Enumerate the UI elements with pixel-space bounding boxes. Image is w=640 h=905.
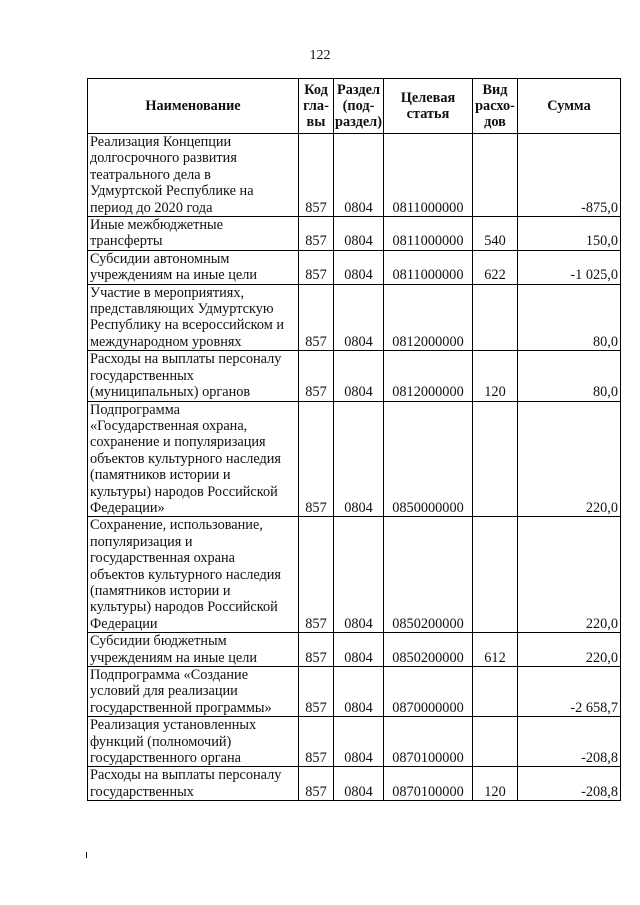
cell-name: Реализация Концепции долгосрочного развития театрального дела в Удмуртской Республике на период до 2020 года xyxy=(88,134,299,217)
header-code: Код гла- вы xyxy=(299,79,334,134)
cell-name: Иные межбюджетные трансферты xyxy=(88,217,299,251)
cell-article: 0850200000 xyxy=(384,633,473,667)
cell-kind xyxy=(473,401,518,517)
cell-article: 0812000000 xyxy=(384,284,473,351)
table-row xyxy=(88,401,621,517)
cell-code: 857 xyxy=(299,717,334,767)
cell-article: 0811000000 xyxy=(384,134,473,217)
cell-section: 0804 xyxy=(334,351,384,401)
cell-section: 0804 xyxy=(334,217,384,251)
cell-code: 857 xyxy=(299,767,334,801)
cell-sum: -208,8 xyxy=(518,767,621,801)
cell-name: Подпрограмма «Государственная охрана, сохранение и популяризация объектов культурного наследия (памятников истории и культуры) народов Российской Федерации» xyxy=(88,401,299,517)
table-row xyxy=(88,667,621,717)
cell-code: 857 xyxy=(299,217,334,251)
cell-kind xyxy=(473,517,518,633)
cell-code: 857 xyxy=(299,351,334,401)
cell-name: Подпрограмма «Создание условий для реализации государственной программы» xyxy=(88,667,299,717)
cell-kind: 120 xyxy=(473,351,518,401)
cell-kind xyxy=(473,284,518,351)
cell-section: 0804 xyxy=(334,633,384,667)
cell-code: 857 xyxy=(299,401,334,517)
cell-sum: -875,0 xyxy=(518,134,621,217)
cell-article: 0850000000 xyxy=(384,401,473,517)
cell-article: 0870000000 xyxy=(384,667,473,717)
cell-name: Расходы на выплаты персоналу государственных xyxy=(88,767,299,801)
cell-article: 0870100000 xyxy=(384,717,473,767)
cell-article: 0850200000 xyxy=(384,517,473,633)
table-row xyxy=(88,351,621,401)
table-header-row xyxy=(88,79,621,134)
cell-code: 857 xyxy=(299,250,334,284)
cell-kind: 540 xyxy=(473,217,518,251)
table-row xyxy=(88,134,621,217)
cell-sum: -1 025,0 xyxy=(518,250,621,284)
header-sum: Сумма xyxy=(518,79,621,134)
cell-name: Реализация установленных функций (полномочий) государственного органа xyxy=(88,717,299,767)
cell-sum: 80,0 xyxy=(518,284,621,351)
border-mark xyxy=(86,852,87,858)
cell-section: 0804 xyxy=(334,717,384,767)
cell-section: 0804 xyxy=(334,767,384,801)
cell-code: 857 xyxy=(299,517,334,633)
table-row xyxy=(88,767,621,801)
table-row xyxy=(88,717,621,767)
header-section: Раздел (под- раздел) xyxy=(334,79,384,134)
cell-name: Субсидии автономным учреждениям на иные цели xyxy=(88,250,299,284)
cell-kind xyxy=(473,717,518,767)
cell-article: 0811000000 xyxy=(384,250,473,284)
cell-sum: 80,0 xyxy=(518,351,621,401)
table-row xyxy=(88,633,621,667)
budget-table xyxy=(87,78,621,801)
cell-code: 857 xyxy=(299,633,334,667)
header-kind: Вид расхо- дов xyxy=(473,79,518,134)
cell-code: 857 xyxy=(299,667,334,717)
cell-sum: -2 658,7 xyxy=(518,667,621,717)
cell-name: Участие в мероприятиях, представляющих Удмуртскую Республику на всероссийском и международном уровнях xyxy=(88,284,299,351)
cell-code: 857 xyxy=(299,134,334,217)
cell-sum: 220,0 xyxy=(518,401,621,517)
header-article: Целевая статья xyxy=(384,79,473,134)
cell-code: 857 xyxy=(299,284,334,351)
table-row xyxy=(88,284,621,351)
cell-article: 0812000000 xyxy=(384,351,473,401)
cell-kind xyxy=(473,667,518,717)
table-row xyxy=(88,250,621,284)
table-row xyxy=(88,217,621,251)
cell-section: 0804 xyxy=(334,401,384,517)
cell-article: 0870100000 xyxy=(384,767,473,801)
table-row xyxy=(88,517,621,633)
cell-article: 0811000000 xyxy=(384,217,473,251)
header-name: Наименование xyxy=(88,79,299,134)
cell-sum: -208,8 xyxy=(518,717,621,767)
cell-kind xyxy=(473,134,518,217)
cell-sum: 150,0 xyxy=(518,217,621,251)
cell-name: Сохранение, использование, популяризация и государственная охрана объектов культурного наследия (памятников истории и культуры) народов Российской Федерации xyxy=(88,517,299,633)
cell-section: 0804 xyxy=(334,250,384,284)
cell-name: Расходы на выплаты персоналу государственных (муниципальных) органов xyxy=(88,351,299,401)
cell-section: 0804 xyxy=(334,134,384,217)
cell-section: 0804 xyxy=(334,517,384,633)
cell-sum: 220,0 xyxy=(518,633,621,667)
cell-name: Субсидии бюджетным учреждениям на иные цели xyxy=(88,633,299,667)
cell-sum: 220,0 xyxy=(518,517,621,633)
cell-section: 0804 xyxy=(334,667,384,717)
cell-section: 0804 xyxy=(334,284,384,351)
cell-kind: 622 xyxy=(473,250,518,284)
cell-kind: 612 xyxy=(473,633,518,667)
table-body xyxy=(88,134,621,801)
cell-kind: 120 xyxy=(473,767,518,801)
page-number: 122 xyxy=(309,48,331,63)
